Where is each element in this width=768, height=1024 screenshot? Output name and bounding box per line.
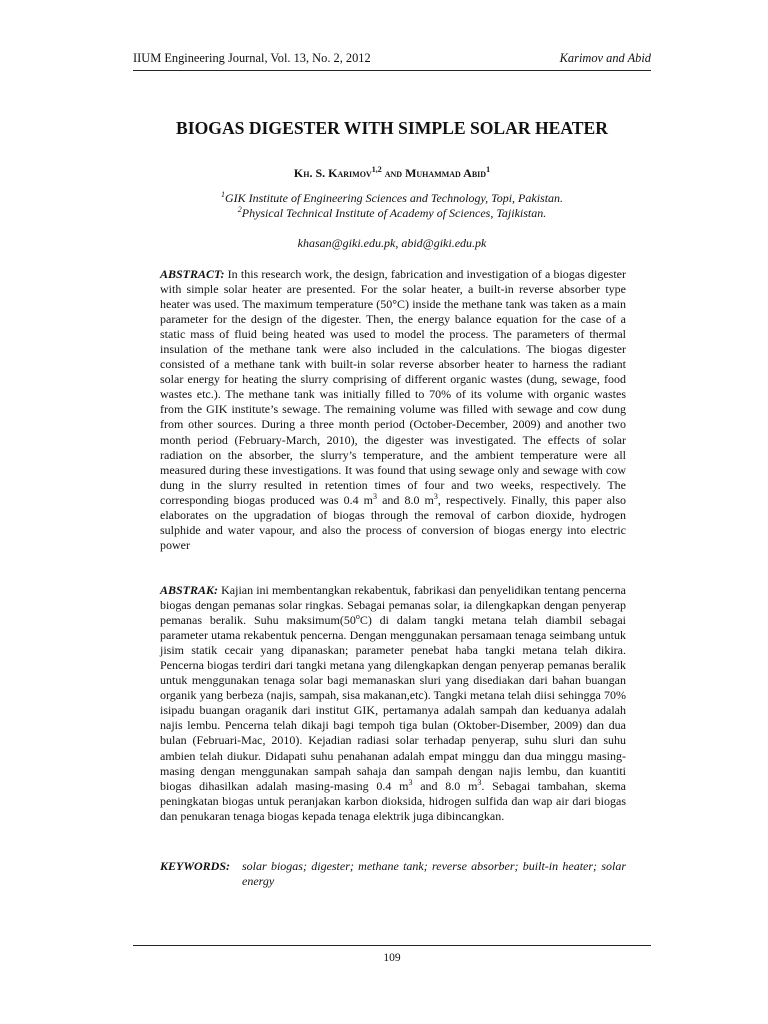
paper-title: BIOGAS DIGESTER WITH SIMPLE SOLAR HEATER: [176, 118, 608, 138]
abstrak-text-a2: C) di dalam tangki metana telah diambil sebagai parameter utama rekabentuk pencerna. Dengan menggunakan persamaan tenaga seimbang untuk jisim statik cecair yang dipanaskan; parameter penebat haba tangki metana telah dikira. Pencerna biogas terdiri dari tangki metana yang dilengkapkan dengan penyerap pemanas beralik untuk menggunakan tenaga solar bagi memanaskan sluri yang disediakan dari bahan buangan organik yang berbeza (najis, sampah, sisa makanan,etc). Tangki metana telah diisi sehingga 70% isipadu buangan oraganik dari institut GIK, pertamanya adalah sampah dan keduanya adalah najis lembu. Pencerna telah dikaji bagi tempoh tiga bulan (Oktober-Disember, 2009) dan dua bulan (Februari-Mac, 2010). Kejadian radiasi solar terhadap penyerap, suhu sluri dan suhu ambien telah diukur. Didapati suhu penahanan adalah empat minggu dan dua minggu masing-masing dengan menggunakan sampah sahaja dan sampah dengan najis lembu, dan kuantiti biogas dihasilkan adalah masing-masing 0.4 m: [160, 613, 626, 793]
abstract-sup-2: 3: [433, 491, 438, 501]
affiliation-1-text: GIK Institute of Engineering Sciences and Technology, Topi, Pakistan.: [224, 191, 564, 205]
abstrak-text-b: and 8.0 m: [412, 778, 478, 793]
author-conj: and: [381, 166, 406, 180]
page-number: 109: [383, 952, 401, 964]
abstract-text-a: In this research work, the design, fabrication and investigation of a biogas digester with simple solar heater are presented. For the solar heater, a built-in reverse absorber type heater was used. The maximum temperature (50°C) inside the methane tank was taken as a main parameter for the design of the digester. Then, the energy balance equation for the case of a static mass of fluid being heated was used to model the process. The parameters of thermal insulation of the methane tank were also included in the calculations. The biogas digester consisted of a methane tank with built-in solar reverse absorber heater to harness the radiant solar energy for heating the slurry comprising of different organic wastes (dung, sewage, food wastes etc.). The methane tank was initially filled to 70% of its volume with organic wastes from the GIK institute’s sewage. The remaining volume was filled with sewage and cow dung from other sources. During a three month period (October-December, 2009) and another two month period (February-March, 2010), the digester was investigated. The effects of solar radiation on the absorber, the slurry’s temperature, and the ambient temperature were all measured during these investigations. It was found that using sewage only and sewage with cow dung in the slurry resulted in retention times of four and two weeks, respectively. The corresponding biogas produced was 0.4 m: [160, 267, 626, 507]
keywords-text: solar biogas; digester; methane tank; reverse absorber; built-in heater; solar energy: [242, 859, 626, 888]
journal-citation: IIUM Engineering Journal, Vol. 13, No. 2, 2012: [133, 51, 371, 65]
affiliation-2-text: Physical Technical Institute of Academy of Sciences, Tajikistan.: [241, 206, 547, 220]
abstrak-sup-2: 3: [477, 777, 482, 787]
abstrak-text-a: Kajian ini membentangkan rekabentuk, fabrikasi dan penyelidikan tentang pencerna biogas dengan pemanas solar ringkas. Sebagai pemanas solar, ia dilengkapkan dengan penyerap pemanas beralik. Suhu maksimum(50: [160, 583, 626, 628]
affiliation-2-mark: 2: [237, 205, 242, 214]
author-byline: [133, 166, 651, 181]
abstract-text-b: and 8.0 m: [377, 492, 434, 507]
running-header: [133, 51, 651, 66]
author-1: Kh. S. Karimov: [293, 166, 372, 180]
affiliation-1: [133, 191, 651, 206]
keywords-label: KEYWORDS:: [160, 859, 231, 873]
affiliation-2: [133, 206, 651, 221]
abstrak-text-c: . Sebagai tambahan, skema peningkatan biogas untuk peranjakan karbon dioksida, hidrogen sulfida dan wap air dari biogas dan penukaran tenaga biogas kepada tenaga elektrik juga dibincangkan.: [160, 778, 626, 823]
abstract-english: [160, 267, 626, 553]
author-2-affil: 1: [486, 165, 491, 174]
abstrak-sup-degree: o: [355, 612, 360, 622]
author-1-affil: 1,2: [371, 165, 382, 174]
abstrak-label: ABSTRAK:: [160, 583, 219, 597]
abstract-malay: [160, 583, 626, 824]
author-2: Muhammad Abid: [405, 166, 487, 180]
running-authors: Karimov and Abid: [559, 51, 651, 65]
affiliation-1-mark: 1: [220, 190, 225, 199]
header-rule: [133, 70, 651, 71]
abstract-sup-1: 3: [373, 491, 377, 501]
keywords: [160, 859, 626, 889]
footer-rule: [133, 945, 651, 946]
abstract-text-c: , respectively. Finally, this paper also elaborates on the upgradation of biogas through the removal of carbon dioxide, hydrogen sulphide and water vapour, and also the process of conversion of biogas energy into electric power: [160, 492, 626, 552]
abstrak-sup-1: 3: [408, 777, 413, 787]
author-emails: khasan@giki.edu.pk, abid@giki.edu.pk: [297, 236, 487, 250]
abstract-label: ABSTRACT:: [160, 267, 225, 281]
